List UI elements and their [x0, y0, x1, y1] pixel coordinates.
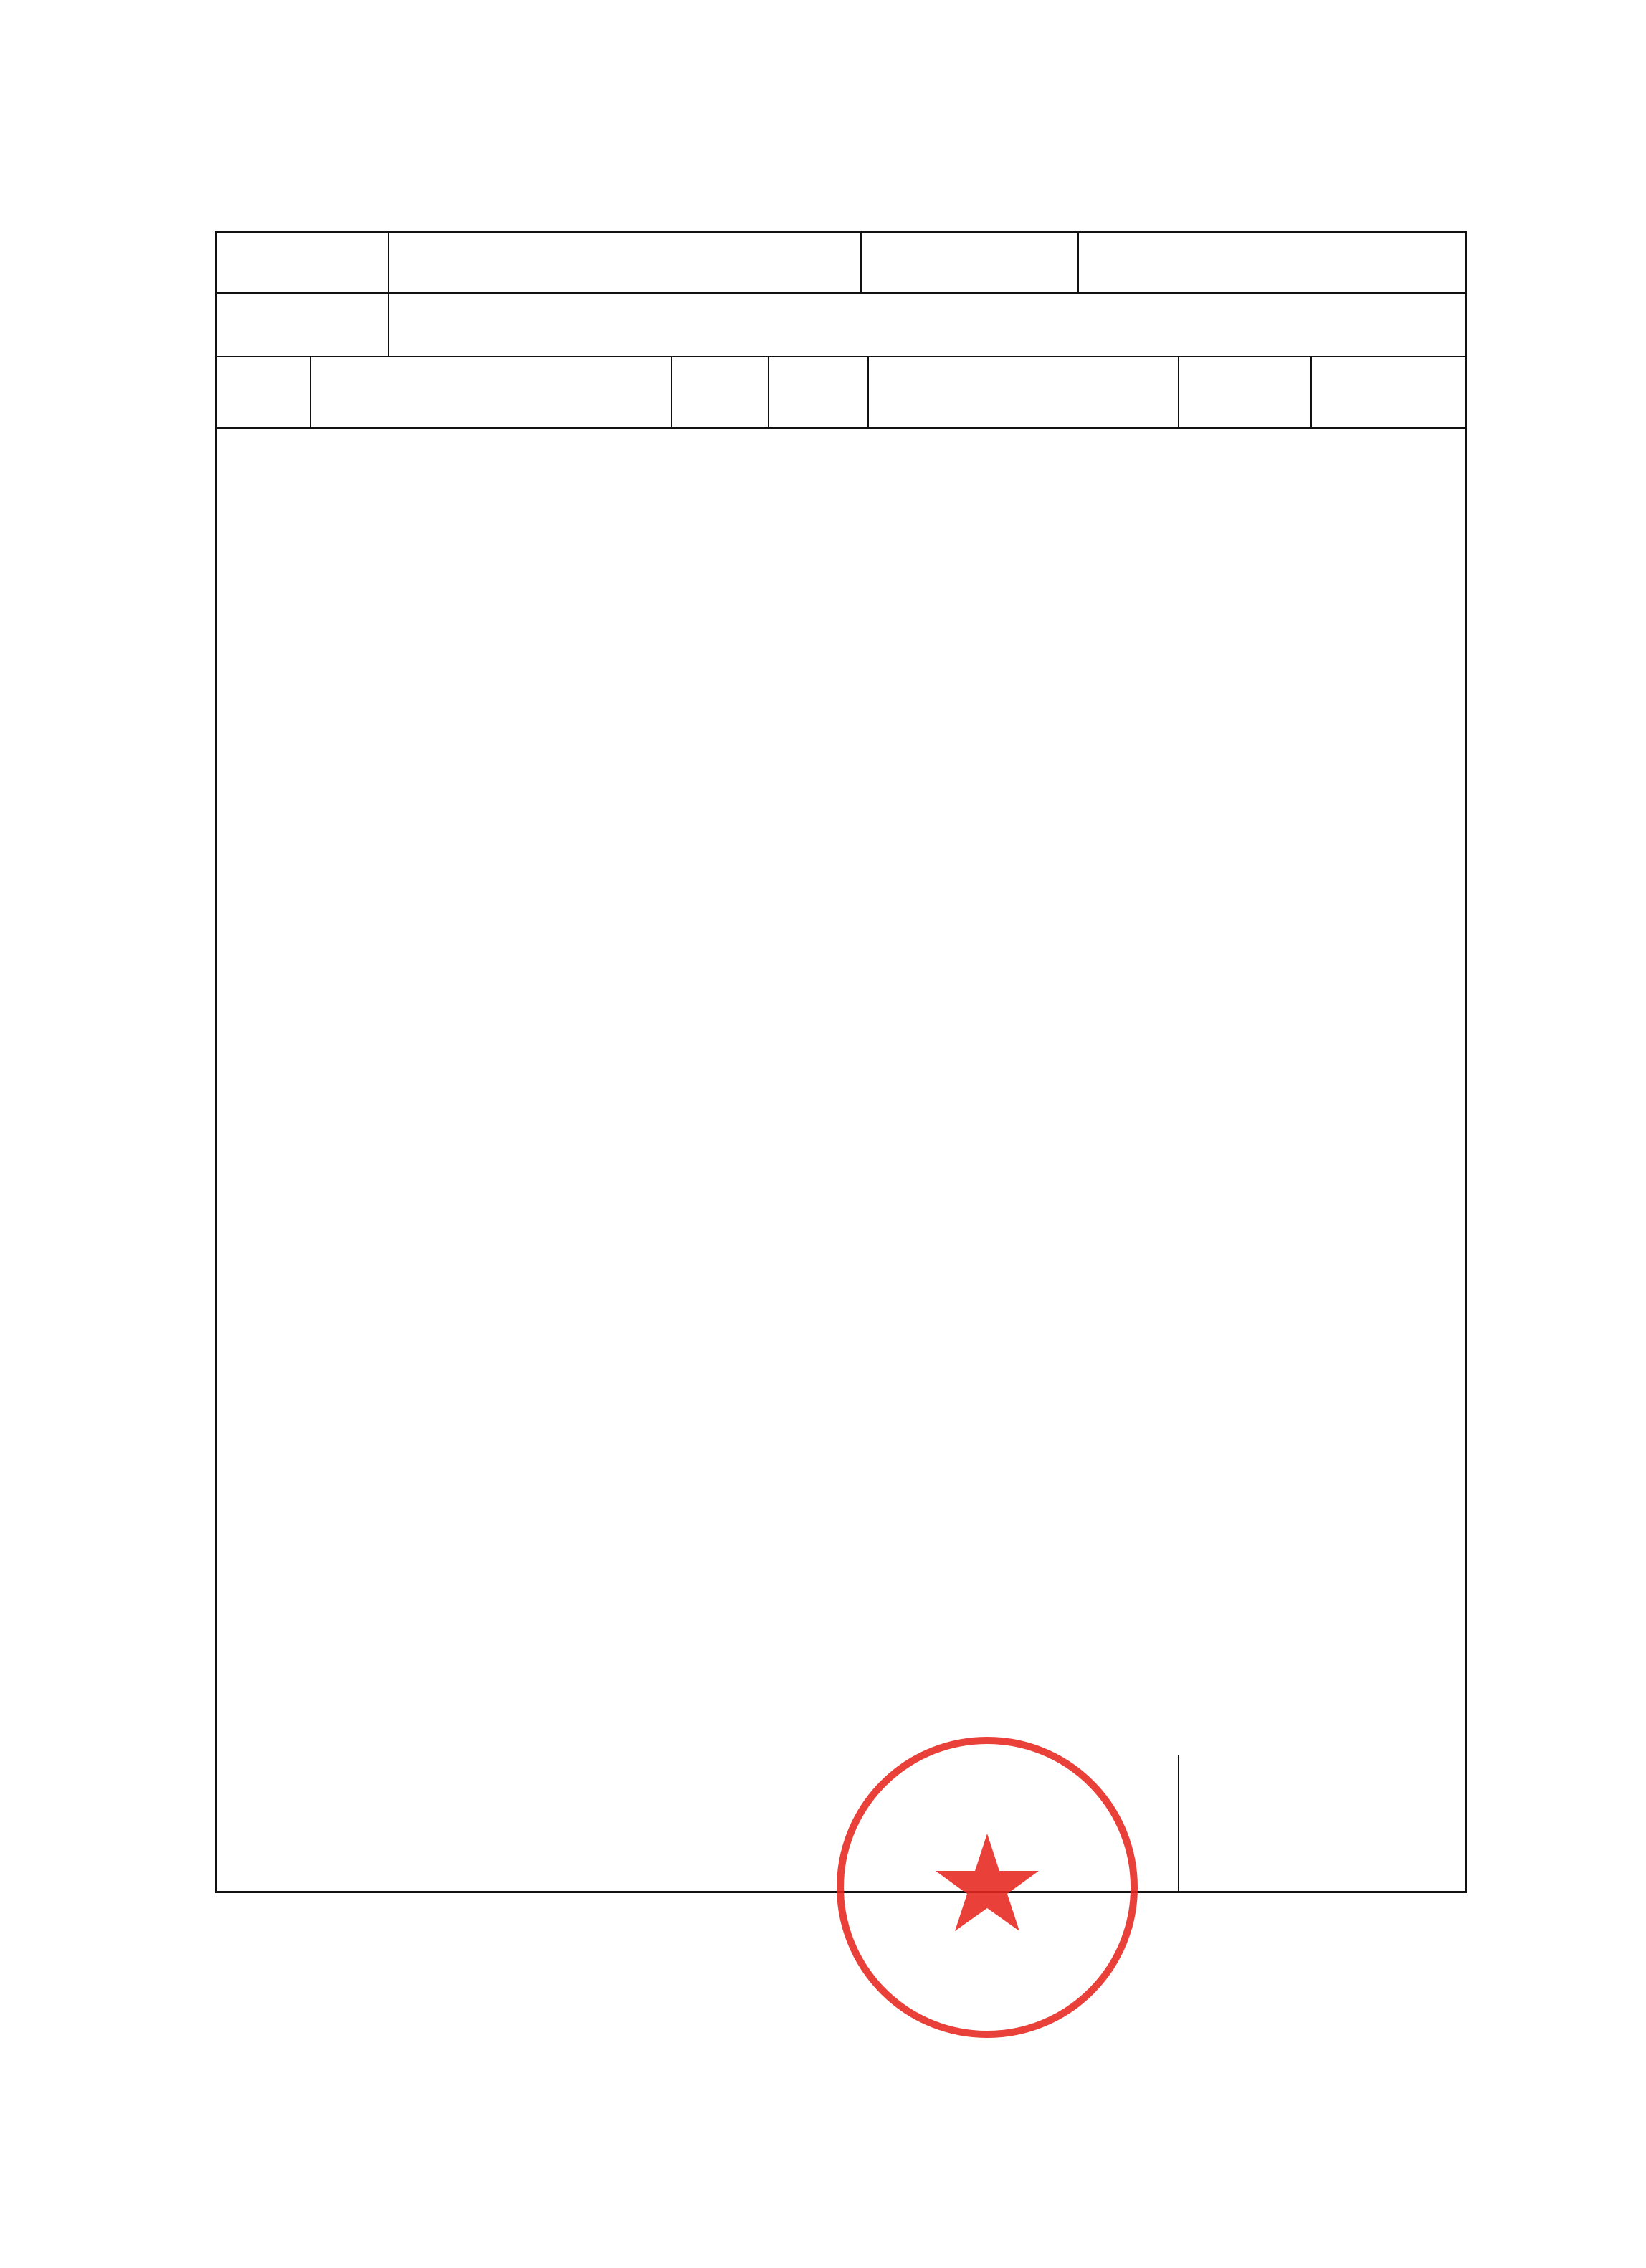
column-header-row — [217, 357, 1465, 429]
time-value — [1079, 233, 1467, 292]
grand-total-value — [1179, 1755, 1467, 1892]
header-row-dept — [217, 233, 1465, 294]
time-label — [862, 233, 1079, 292]
col-header-qty — [769, 357, 869, 427]
approval-form-table — [215, 231, 1467, 1893]
star-icon — [936, 1834, 1039, 1931]
dept-value — [389, 233, 862, 292]
col-header-unit — [672, 357, 769, 427]
col-header-no — [217, 357, 311, 427]
dept-label — [217, 233, 389, 292]
col-header-price — [1179, 357, 1312, 427]
reason-label — [217, 294, 389, 356]
col-header-total — [1312, 357, 1467, 427]
company-seal-stamp — [833, 1733, 1141, 2041]
col-header-name — [311, 357, 672, 427]
col-header-spec — [869, 357, 1179, 427]
header-row-reason — [217, 294, 1465, 357]
reason-value — [389, 294, 1467, 356]
